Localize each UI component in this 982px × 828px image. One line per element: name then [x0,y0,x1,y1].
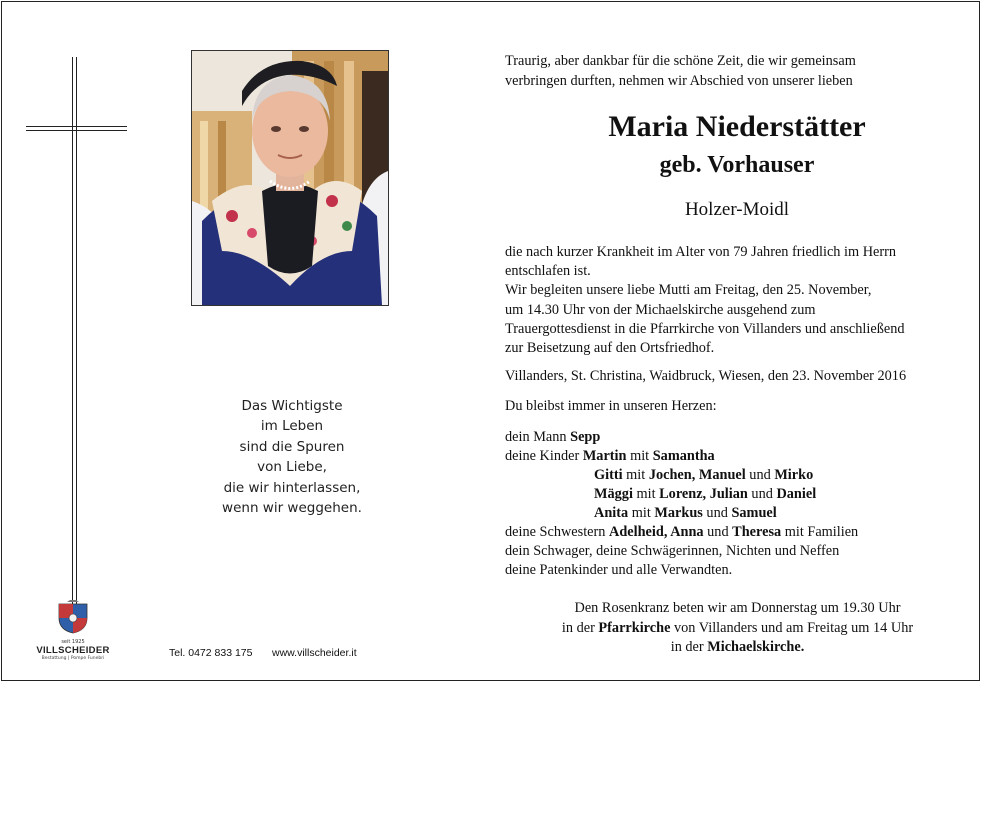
poem-line: wenn wir weggehen. [222,500,362,517]
funeral-home-logo [28,600,118,662]
announcement-line: Trauergottesdienst in die Pfarrkirche von Villanders und anschließend [505,320,905,337]
memorial-poem [197,396,387,518]
announcement-line: die nach kurzer Krankheit im Alter von 79 Jahren friedlich im Herrn [505,244,897,260]
portrait-photo [191,50,389,306]
dateline: Villanders, St. Christina, Waidbruck, Wiesen, den 23. November 2016 [505,368,907,384]
nickname: Holzer-Moidl [684,199,790,220]
cross-horizontal-line [26,130,127,131]
poem-line: im Leben [260,418,324,435]
obituary-card [1,1,980,681]
poem-line: sind die Spuren [239,438,345,455]
intro-line: verbringen durften, nehmen wir Abschied von unserer lieben [505,73,853,89]
heart-line: Du bleibst immer in unseren Herzen: [505,398,717,414]
rosary-line: Den Rosenkranz beten wir am Donnerstag um 19.30 Uhr [574,600,901,616]
family-child: Anita mit Markus und Samuel [594,505,777,521]
poem-line: die wir hinterlassen, [223,479,361,496]
poem-line: Das Wichtigste [241,398,343,414]
announcement-line: entschlafen ist. [505,263,591,280]
announcement-line: zur Beisetzung auf den Ortsfriedhof. [505,340,715,357]
family-inlaws: dein Schwager, deine Schwägerinnen, Nichten und Neffen [505,543,840,559]
family-godchildren: deine Patenkinder und alle Verwandten. [505,562,733,578]
logo-since: seit 1925 [61,639,85,645]
announcement-line: um 14.30 Uhr von der Michaelskirche ausgehend zum [505,301,816,318]
cross-horizontal-line [26,126,127,127]
announcement-text [505,243,965,358]
family-child: deine Kinder Martin mit Samantha [505,448,715,464]
cross-vertical-line [72,57,73,612]
footer-website: www.villscheider.it [272,647,357,659]
family-sisters: deine Schwestern Adelheid, Anna und Theresa mit Familien [505,524,859,540]
intro-text [505,51,965,91]
family-list [505,428,965,580]
cross-vertical-line [76,57,77,612]
announcement-line: Wir begleiten unsere liebe Mutti am Freitag, den 25. November, [505,282,872,299]
poem-line: von Liebe, [257,459,327,476]
rosary-line: in der Pfarrkirche von Villanders und am Freitag um 14 Uhr [561,619,914,636]
family-child: Mäggi mit Lorenz, Julian und Daniel [594,486,817,502]
deceased-name: Maria Niederstätter [608,110,866,143]
family-child: Gitti mit Jochen, Manuel und Mirko [594,467,814,483]
family-husband: dein Mann Sepp [505,429,601,445]
maiden-name: geb. Vorhauser [659,152,815,178]
crest-icon [53,600,93,634]
rosary-info [505,599,970,658]
footer-phone: Tel. 0472 833 175 [169,647,253,659]
rosary-line: in der Michaelskirche. [670,639,805,655]
logo-subtitle: Bestattung | Pompe Funebri [41,656,105,661]
logo-name: VILLSCHEIDER [36,645,110,656]
intro-line: Traurig, aber dankbar für die schöne Zeit, die wir gemeinsam [505,53,856,69]
